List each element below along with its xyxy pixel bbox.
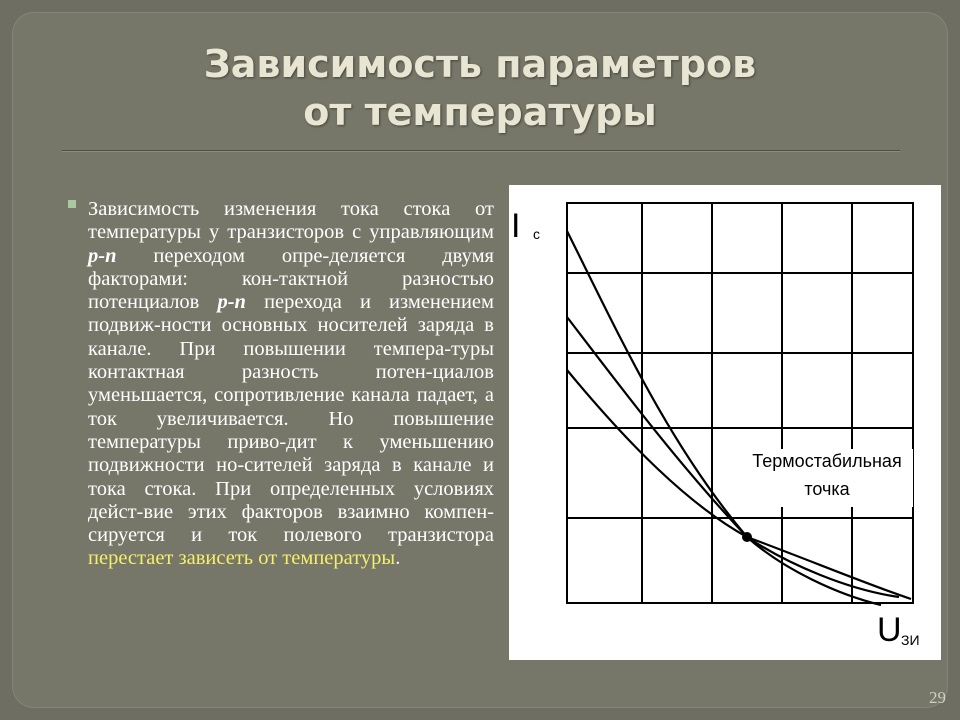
x-axis-label: U: [877, 611, 902, 649]
grid-border: [567, 203, 913, 603]
text-part-2: переходом опре-деляется двумя факторами: кон-тактной разностью потенциалов: [88, 244, 494, 314]
text-part-1: Зависимость изменения тока стока от температуры у транзисторов с управляющим: [88, 198, 494, 244]
annotation-line-2: точка: [804, 479, 850, 499]
pn-term-1: p-n: [88, 244, 117, 267]
x-axis-subscript: ЗИ: [901, 632, 920, 648]
title-line-1: Зависимость параметров: [203, 42, 757, 86]
slide-title: [60, 40, 900, 136]
title-line-2: от температуры: [303, 90, 657, 134]
pn-term-2: p-n: [217, 291, 246, 314]
graph-svg: [509, 185, 941, 660]
bullet-paragraph: [66, 198, 494, 571]
curve-1: [567, 231, 881, 605]
text-part-3: перехода и изменением подвиж-ности основных носителей заряда в канале. При повышении темпера-туры контактная разность потен-циалов уменьшается, сопротивление канала падает, а ток увеличивается. Но повышение температуры приво-дит к уменьшению подвижности но-сителей заряда в канале и тока стока. При определенных условиях дейст-вие этих факторов взаимно компен-сируется и ток полевого транзистора: [88, 291, 494, 547]
annotation-line-1: Термостабильная: [752, 451, 902, 471]
thermostable-point: [742, 532, 752, 542]
y-axis-label: I: [511, 207, 521, 245]
page-number: 29: [929, 688, 946, 707]
text-part-4: .: [395, 547, 401, 570]
grid: [567, 203, 913, 603]
highlighted-conclusion: перестает зависеть от температуры: [88, 547, 396, 570]
y-axis-subscript: c: [533, 226, 540, 242]
transfer-characteristic-figure: [509, 185, 941, 660]
curves: [567, 231, 911, 605]
title-divider: [62, 150, 900, 152]
